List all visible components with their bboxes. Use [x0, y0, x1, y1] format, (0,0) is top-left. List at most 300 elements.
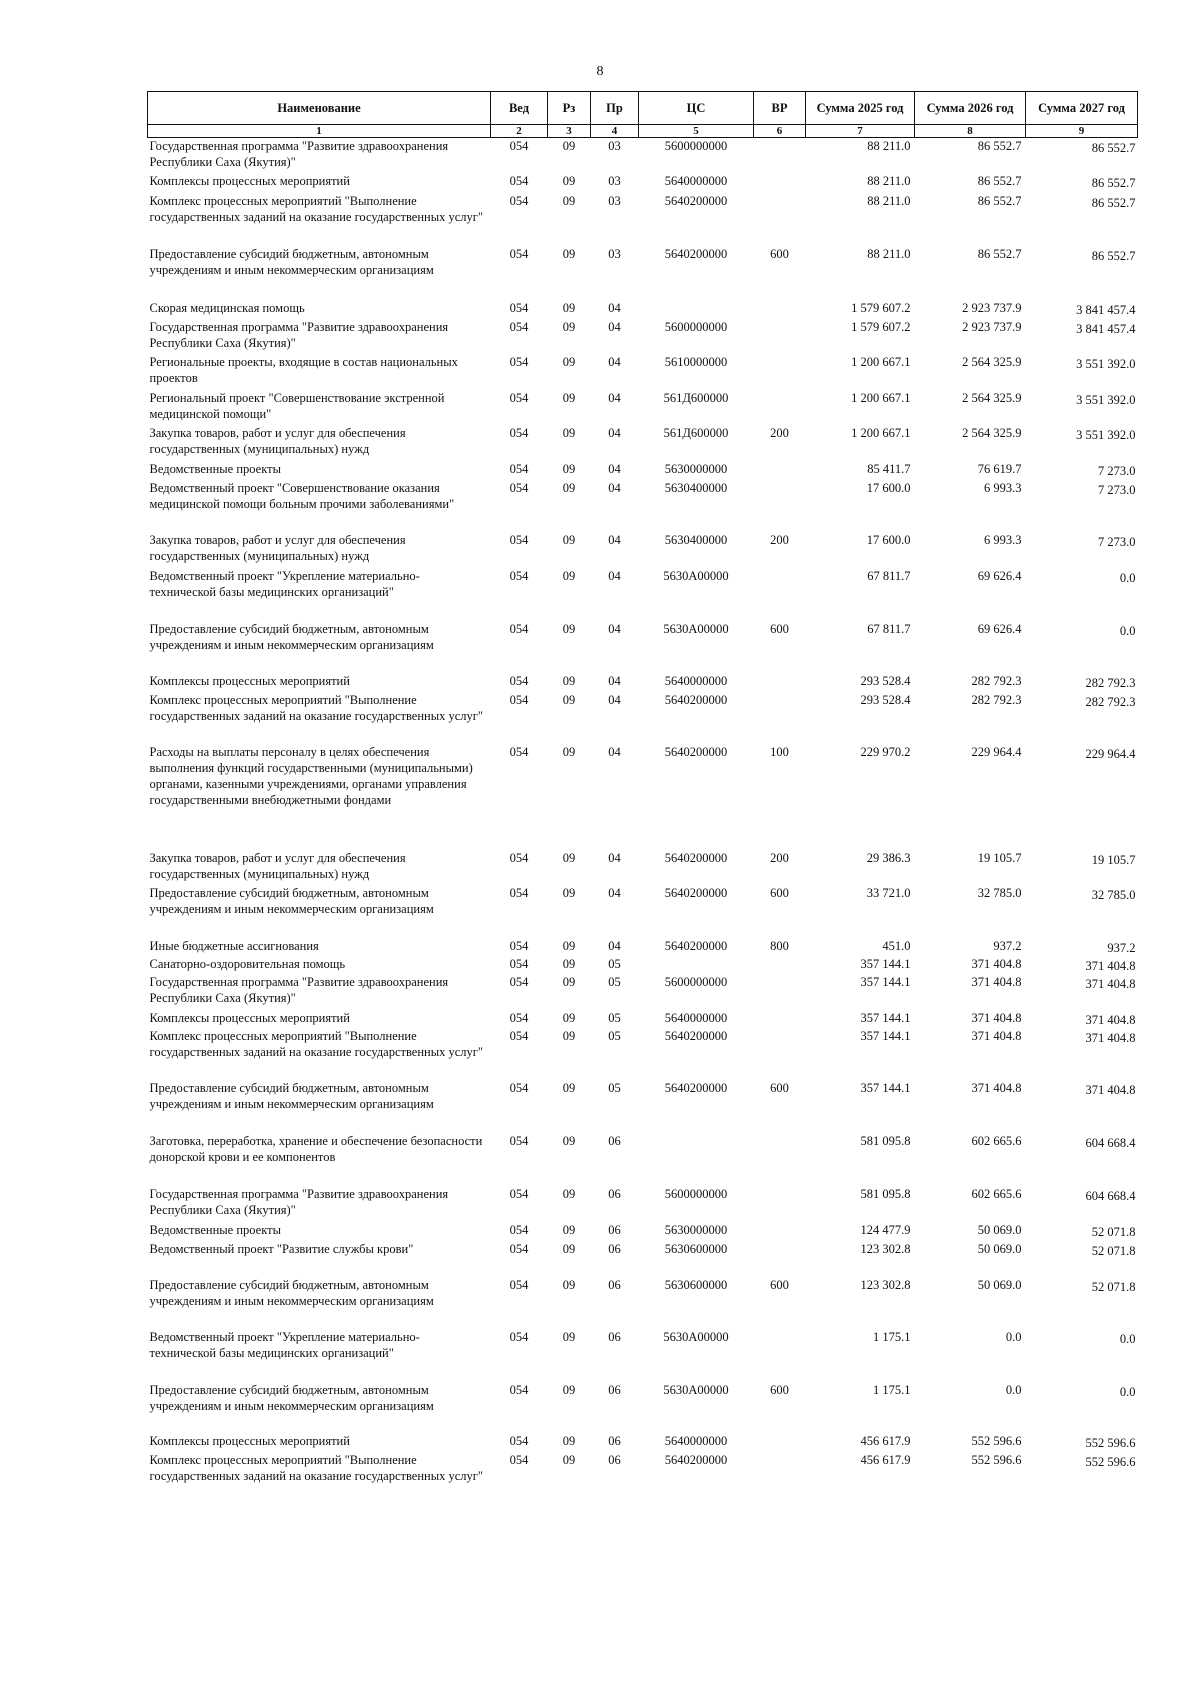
table-header [148, 92, 1138, 138]
row-sum-2025: 1 200 667.1 [851, 390, 911, 405]
row-ved: 054 [509, 673, 529, 688]
row-pr: 03 [608, 173, 621, 188]
table-row [148, 1382, 1138, 1433]
row-sum-2025: 67 811.7 [867, 621, 911, 636]
row-name: Комплексы процессных мероприятий [149, 673, 350, 688]
row-sum-2027: 937.2 [1107, 940, 1136, 955]
table-row [148, 956, 1138, 974]
row-sum-2026: 86 552.7 [977, 246, 1022, 261]
row-ved: 054 [509, 692, 529, 707]
table-row [148, 673, 1138, 692]
row-name: Комплексы процессных мероприятий [149, 1433, 350, 1448]
row-ved: 054 [509, 1080, 529, 1095]
row-pr: 04 [608, 938, 621, 953]
table-row [148, 246, 1138, 300]
header-sum-2026: Сумма 2026 год [915, 92, 1026, 125]
row-sum-2027: 52 071.8 [1091, 1279, 1136, 1294]
row-cs: 5640000000 [664, 673, 728, 688]
row-sum-2027: 0.0 [1119, 570, 1136, 585]
row-sum-2027: 552 596.6 [1085, 1454, 1136, 1469]
row-rz: 09 [562, 193, 576, 208]
row-rz: 09 [562, 1080, 576, 1095]
row-vr: 600 [770, 246, 789, 261]
row-rz: 09 [562, 938, 576, 953]
row-rz: 09 [562, 425, 576, 440]
row-sum-2025: 229 970.2 [860, 744, 911, 759]
row-ved: 054 [509, 480, 529, 495]
row-sum-2026: 6 993.3 [984, 480, 1022, 495]
row-name: Предоставление субсидий бюджетным, автономным учреждениям и иным некоммерческим организациям [149, 1080, 434, 1111]
row-rz: 09 [562, 139, 576, 153]
row-pr: 04 [608, 885, 621, 900]
row-name: Заготовка, переработка, хранение и обеспечение безопасности донорской крови и ее компонентов [149, 1133, 483, 1164]
row-rz: 09 [562, 461, 576, 476]
row-vr: 800 [770, 938, 789, 953]
row-pr: 04 [608, 480, 621, 495]
row-name: Закупка товаров, работ и услуг для обеспечения государственных (муниципальных) нужд [149, 850, 406, 881]
row-sum-2025: 1 579 607.2 [851, 319, 911, 334]
row-sum-2026: 229 964.4 [971, 744, 1022, 759]
table-row [148, 425, 1138, 461]
row-vr [754, 1028, 806, 1080]
row-name: Региональный проект "Совершенствование экстренной медицинской помощи" [149, 390, 445, 421]
row-sum-2026: 937.2 [993, 938, 1022, 953]
row-vr [754, 138, 806, 173]
row-sum-2027: 3 551 392.0 [1076, 392, 1136, 407]
row-pr: 05 [608, 1010, 621, 1025]
row-pr: 03 [608, 193, 621, 208]
row-rz: 09 [562, 974, 576, 989]
row-rz: 09 [562, 1382, 576, 1397]
row-pr: 06 [608, 1186, 621, 1201]
row-ved: 054 [509, 1241, 529, 1256]
row-sum-2026: 86 552.7 [977, 193, 1022, 208]
row-sum-2025: 1 200 667.1 [851, 354, 911, 369]
row-sum-2025: 17 600.0 [866, 532, 911, 547]
row-ved: 054 [509, 1452, 529, 1467]
row-vr [754, 1186, 806, 1222]
row-vr [754, 193, 806, 246]
row-cs [639, 956, 754, 974]
row-sum-2027: 7 273.0 [1098, 482, 1136, 497]
row-rz: 09 [562, 956, 576, 971]
row-sum-2027: 552 596.6 [1085, 1435, 1136, 1450]
table-body [148, 138, 1138, 1503]
row-sum-2026: 50 069.0 [977, 1277, 1022, 1292]
row-cs: 5630000000 [664, 461, 728, 476]
row-cs: 5630600000 [664, 1241, 728, 1256]
row-vr [754, 300, 806, 319]
row-sum-2027: 371 404.8 [1085, 1030, 1136, 1045]
row-name: Государственная программа "Развитие здравоохранения Республики Саха (Якутия)" [149, 319, 449, 350]
table-row [148, 1329, 1138, 1382]
row-ved: 054 [509, 173, 529, 188]
row-name: Закупка товаров, работ и услуг для обеспечения государственных (муниципальных) нужд [149, 532, 406, 563]
row-cs: 5640200000 [664, 1080, 728, 1095]
row-sum-2027: 86 552.7 [1091, 141, 1136, 155]
row-cs: 5630400000 [664, 532, 728, 547]
row-name: Комплексы процессных мероприятий [149, 173, 350, 188]
row-vr [754, 173, 806, 193]
row-name: Региональные проекты, входящие в состав национальных проектов [149, 354, 458, 385]
row-vr [754, 480, 806, 532]
header-rz: Рз [548, 92, 591, 125]
row-rz: 09 [562, 621, 576, 636]
row-sum-2027: 0.0 [1119, 1384, 1136, 1399]
row-cs: 5610000000 [664, 354, 728, 369]
row-pr: 04 [608, 621, 621, 636]
row-sum-2026: 2 564 325.9 [962, 354, 1022, 369]
row-cs: 5640200000 [664, 850, 728, 865]
row-name: Предоставление субсидий бюджетным, автономным учреждениям и иным некоммерческим организациям [149, 885, 434, 916]
row-rz: 09 [562, 850, 576, 865]
row-rz: 09 [562, 1133, 576, 1148]
row-vr [754, 319, 806, 354]
row-name: Ведомственные проекты [149, 461, 282, 476]
row-sum-2026: 50 069.0 [977, 1222, 1022, 1237]
row-ved: 054 [509, 744, 529, 759]
row-sum-2027: 371 404.8 [1085, 976, 1136, 991]
column-number: 4 [591, 125, 639, 138]
row-sum-2027: 3 551 392.0 [1076, 356, 1136, 371]
row-sum-2026: 371 404.8 [971, 1080, 1022, 1095]
row-vr [754, 974, 806, 1010]
row-cs: 5640200000 [664, 885, 728, 900]
row-sum-2025: 451.0 [882, 938, 911, 953]
row-name: Комплексы процессных мероприятий [149, 1010, 350, 1025]
row-sum-2026: 371 404.8 [971, 1010, 1022, 1025]
header-name: Наименование [148, 92, 491, 125]
row-cs [639, 300, 754, 319]
row-sum-2025: 357 144.1 [860, 974, 911, 989]
table-row [148, 568, 1138, 621]
row-pr: 06 [608, 1133, 621, 1148]
row-rz: 09 [562, 480, 576, 495]
header-pr: Пр [591, 92, 639, 125]
row-vr [754, 1241, 806, 1277]
row-cs: 5600000000 [664, 974, 728, 989]
table-row [148, 480, 1138, 532]
row-sum-2025: 357 144.1 [860, 1010, 911, 1025]
row-name: Закупка товаров, работ и услуг для обеспечения государственных (муниципальных) нужд [149, 425, 406, 456]
row-cs: 5630А00000 [663, 621, 729, 636]
row-vr: 600 [770, 621, 789, 636]
column-number: 2 [491, 125, 548, 138]
row-ved: 054 [509, 956, 529, 971]
row-sum-2026: 552 596.6 [971, 1452, 1022, 1467]
row-name: Государственная программа "Развитие здравоохранения Республики Саха (Якутия)" [149, 1186, 449, 1217]
row-ved: 054 [509, 568, 529, 583]
row-sum-2025: 357 144.1 [860, 956, 911, 971]
row-sum-2026: 50 069.0 [977, 1241, 1022, 1256]
row-sum-2025: 33 721.0 [866, 885, 911, 900]
row-name: Государственная программа "Развитие здравоохранения Республики Саха (Якутия)" [149, 974, 449, 1005]
row-sum-2025: 88 211.0 [867, 173, 911, 188]
row-name: Комплекс процессных мероприятий "Выполнение государственных заданий на оказание государственных услуг" [149, 1452, 484, 1483]
row-rz: 09 [562, 390, 576, 405]
row-pr: 06 [608, 1277, 621, 1292]
row-rz: 09 [562, 568, 576, 583]
row-ved: 054 [509, 1028, 529, 1043]
header-cs: ЦС [639, 92, 754, 125]
row-pr: 04 [608, 673, 621, 688]
row-cs: 5640000000 [664, 1010, 728, 1025]
row-pr: 06 [608, 1222, 621, 1237]
table-row [148, 1241, 1138, 1277]
row-vr [754, 1133, 806, 1186]
table-row [148, 532, 1138, 568]
row-ved: 054 [509, 850, 529, 865]
row-rz: 09 [562, 1277, 576, 1292]
row-rz: 09 [562, 885, 576, 900]
table-row [148, 744, 1138, 850]
row-sum-2027: 52 071.8 [1091, 1243, 1136, 1258]
row-name: Предоставление субсидий бюджетным, автономным учреждениям и иным некоммерческим организациям [149, 621, 434, 652]
table-row [148, 938, 1138, 956]
row-cs: 5640200000 [664, 938, 728, 953]
row-pr: 03 [608, 246, 621, 261]
row-sum-2026: 69 626.4 [977, 568, 1022, 583]
row-pr: 04 [608, 850, 621, 865]
table-row [148, 1080, 1138, 1133]
row-vr: 200 [770, 425, 789, 440]
row-pr: 06 [608, 1241, 621, 1256]
row-sum-2026: 19 105.7 [977, 850, 1022, 865]
row-rz: 09 [562, 1186, 576, 1201]
row-vr: 600 [770, 1277, 789, 1292]
row-vr [754, 673, 806, 692]
row-cs: 5630000000 [664, 1222, 728, 1237]
row-sum-2026: 2 564 325.9 [962, 425, 1022, 440]
row-sum-2026: 0.0 [1005, 1382, 1022, 1397]
row-cs: 5640200000 [664, 692, 728, 707]
table-row [148, 1452, 1138, 1503]
row-sum-2027: 19 105.7 [1091, 852, 1136, 867]
row-sum-2025: 85 411.7 [867, 461, 911, 476]
row-vr [754, 568, 806, 621]
row-pr: 05 [608, 1028, 621, 1043]
row-sum-2027: 604 668.4 [1085, 1188, 1136, 1203]
row-ved: 054 [509, 300, 529, 315]
row-ved: 054 [509, 1433, 529, 1448]
row-pr: 05 [608, 1080, 621, 1095]
row-ved: 054 [509, 1222, 529, 1237]
row-ved: 054 [509, 1329, 529, 1344]
table-row [148, 885, 1138, 938]
column-number: 1 [148, 125, 491, 138]
row-rz: 09 [562, 246, 576, 261]
table-row [148, 354, 1138, 390]
row-vr [754, 354, 806, 390]
row-name: Предоставление субсидий бюджетным, автономным учреждениям и иным некоммерческим организациям [149, 246, 434, 277]
row-cs [639, 1133, 754, 1186]
row-pr: 06 [608, 1433, 621, 1448]
row-pr: 05 [608, 956, 621, 971]
row-name: Комплекс процессных мероприятий "Выполнение государственных заданий на оказание государственных услуг" [149, 1028, 484, 1059]
row-sum-2026: 0.0 [1005, 1329, 1022, 1344]
row-sum-2025: 67 811.7 [867, 568, 911, 583]
row-cs: 5640200000 [664, 246, 728, 261]
row-rz: 09 [562, 173, 576, 188]
budget-table-container [147, 91, 1137, 1503]
row-sum-2025: 123 302.8 [860, 1241, 911, 1256]
row-vr: 600 [770, 1382, 789, 1397]
row-rz: 09 [562, 673, 576, 688]
row-cs: 5640200000 [664, 744, 728, 759]
row-name: Предоставление субсидий бюджетным, автономным учреждениям и иным некоммерческим организациям [149, 1382, 434, 1413]
header-row [148, 92, 1138, 125]
row-vr: 100 [770, 744, 789, 759]
row-pr: 06 [608, 1382, 621, 1397]
row-sum-2025: 581 095.8 [860, 1186, 911, 1201]
row-pr: 04 [608, 461, 621, 476]
row-sum-2027: 371 404.8 [1085, 1082, 1136, 1097]
row-name: Ведомственный проект "Укрепление материально-технической базы медицинских организаций" [149, 568, 420, 599]
table-row [148, 1028, 1138, 1080]
row-sum-2025: 88 211.0 [867, 139, 911, 153]
row-vr: 600 [770, 885, 789, 900]
row-sum-2026: 32 785.0 [977, 885, 1022, 900]
row-sum-2027: 86 552.7 [1091, 175, 1136, 190]
row-sum-2027: 604 668.4 [1085, 1135, 1136, 1150]
row-sum-2027: 32 785.0 [1091, 887, 1136, 902]
table-row [148, 974, 1138, 1010]
row-pr: 04 [608, 300, 621, 315]
row-vr [754, 1222, 806, 1241]
row-pr: 04 [608, 692, 621, 707]
row-ved: 054 [509, 1186, 529, 1201]
row-ved: 054 [509, 938, 529, 953]
row-cs: 5630А00000 [663, 568, 729, 583]
row-pr: 04 [608, 319, 621, 334]
row-sum-2025: 357 144.1 [860, 1028, 911, 1043]
row-rz: 09 [562, 354, 576, 369]
row-sum-2026: 2 564 325.9 [962, 390, 1022, 405]
row-ved: 054 [509, 461, 529, 476]
budget-table [147, 91, 1138, 1503]
row-ved: 054 [509, 532, 529, 547]
row-name: Иные бюджетные ассигнования [149, 938, 319, 953]
row-name: Ведомственный проект "Развитие службы крови" [149, 1241, 414, 1256]
row-cs: 5640200000 [664, 1452, 728, 1467]
row-pr: 03 [608, 139, 621, 153]
row-name: Расходы на выплаты персоналу в целях обеспечения выполнения функций государственными (муниципальными) органами, казенными учреждениями, органами управления государственными внебюджетными фондами [149, 744, 473, 807]
row-sum-2026: 282 792.3 [971, 692, 1022, 707]
row-cs: 561Д600000 [663, 390, 729, 405]
row-cs: 5640000000 [664, 1433, 728, 1448]
table-row [148, 1222, 1138, 1241]
row-ved: 054 [509, 1010, 529, 1025]
row-ved: 054 [509, 621, 529, 636]
row-sum-2027: 282 792.3 [1085, 675, 1136, 690]
row-sum-2026: 76 619.7 [977, 461, 1022, 476]
row-ved: 054 [509, 139, 529, 153]
row-vr [754, 461, 806, 480]
row-sum-2027: 229 964.4 [1085, 746, 1136, 761]
row-cs: 5600000000 [664, 319, 728, 334]
row-name: Ведомственный проект "Совершенствование оказания медицинской помощи больным прочими заболеваниями" [149, 480, 455, 511]
row-vr [754, 390, 806, 425]
row-ved: 054 [509, 246, 529, 261]
row-sum-2026: 2 923 737.9 [962, 300, 1022, 315]
row-pr: 06 [608, 1329, 621, 1344]
row-rz: 09 [562, 1222, 576, 1237]
row-sum-2026: 86 552.7 [977, 173, 1022, 188]
row-vr [754, 1010, 806, 1028]
table-row [148, 319, 1138, 354]
row-cs: 561Д600000 [663, 425, 729, 440]
row-sum-2026: 371 404.8 [971, 956, 1022, 971]
row-pr: 04 [608, 354, 621, 369]
row-sum-2025: 1 175.1 [873, 1329, 911, 1344]
column-number: 8 [915, 125, 1026, 138]
table-row [148, 461, 1138, 480]
table-row [148, 1186, 1138, 1222]
row-sum-2026: 86 552.7 [977, 139, 1022, 153]
table-row [148, 1433, 1138, 1452]
row-cs: 5630А00000 [663, 1382, 729, 1397]
row-sum-2025: 29 386.3 [866, 850, 911, 865]
row-sum-2027: 0.0 [1119, 1331, 1136, 1346]
row-cs: 5630600000 [664, 1277, 728, 1292]
table-row [148, 850, 1138, 885]
row-sum-2027: 7 273.0 [1098, 534, 1136, 549]
row-rz: 09 [562, 1329, 576, 1344]
table-row [148, 390, 1138, 425]
row-rz: 09 [562, 319, 576, 334]
row-rz: 09 [562, 1010, 576, 1025]
row-sum-2026: 282 792.3 [971, 673, 1022, 688]
row-sum-2025: 293 528.4 [860, 692, 911, 707]
row-vr: 200 [770, 850, 789, 865]
header-ved: Вед [491, 92, 548, 125]
table-row [148, 193, 1138, 246]
row-name: Ведомственный проект "Укрепление материально-технической базы медицинских организаций" [149, 1329, 420, 1360]
row-rz: 09 [562, 532, 576, 547]
table-row [148, 1277, 1138, 1329]
column-number: 6 [754, 125, 806, 138]
row-ved: 054 [509, 390, 529, 405]
row-sum-2025: 1 579 607.2 [851, 300, 911, 315]
row-sum-2025: 123 302.8 [860, 1277, 911, 1292]
row-pr: 06 [608, 1452, 621, 1467]
header-sum-2027: Сумма 2027 год [1026, 92, 1138, 125]
row-vr: 200 [770, 532, 789, 547]
row-sum-2025: 581 095.8 [860, 1133, 911, 1148]
row-cs: 5640000000 [664, 173, 728, 188]
column-number: 9 [1026, 125, 1138, 138]
row-name: Комплекс процессных мероприятий "Выполнение государственных заданий на оказание государственных услуг" [149, 193, 484, 224]
table-row [148, 621, 1138, 673]
row-name: Государственная программа "Развитие здравоохранения Республики Саха (Якутия)" [149, 139, 449, 169]
row-sum-2027: 86 552.7 [1091, 248, 1136, 263]
row-sum-2026: 6 993.3 [984, 532, 1022, 547]
row-rz: 09 [562, 744, 576, 759]
row-sum-2026: 552 596.6 [971, 1433, 1022, 1448]
row-sum-2025: 293 528.4 [860, 673, 911, 688]
column-number-row [148, 125, 1138, 138]
row-rz: 09 [562, 1241, 576, 1256]
row-sum-2027: 7 273.0 [1098, 463, 1136, 478]
row-sum-2025: 88 211.0 [867, 193, 911, 208]
row-name: Скорая медицинская помощь [149, 300, 305, 315]
row-pr: 04 [608, 532, 621, 547]
row-ved: 054 [509, 319, 529, 334]
header-sum-2025: Сумма 2025 год [806, 92, 915, 125]
row-ved: 054 [509, 885, 529, 900]
row-ved: 054 [509, 354, 529, 369]
row-name: Комплекс процессных мероприятий "Выполнение государственных заданий на оказание государственных услуг" [149, 692, 484, 723]
